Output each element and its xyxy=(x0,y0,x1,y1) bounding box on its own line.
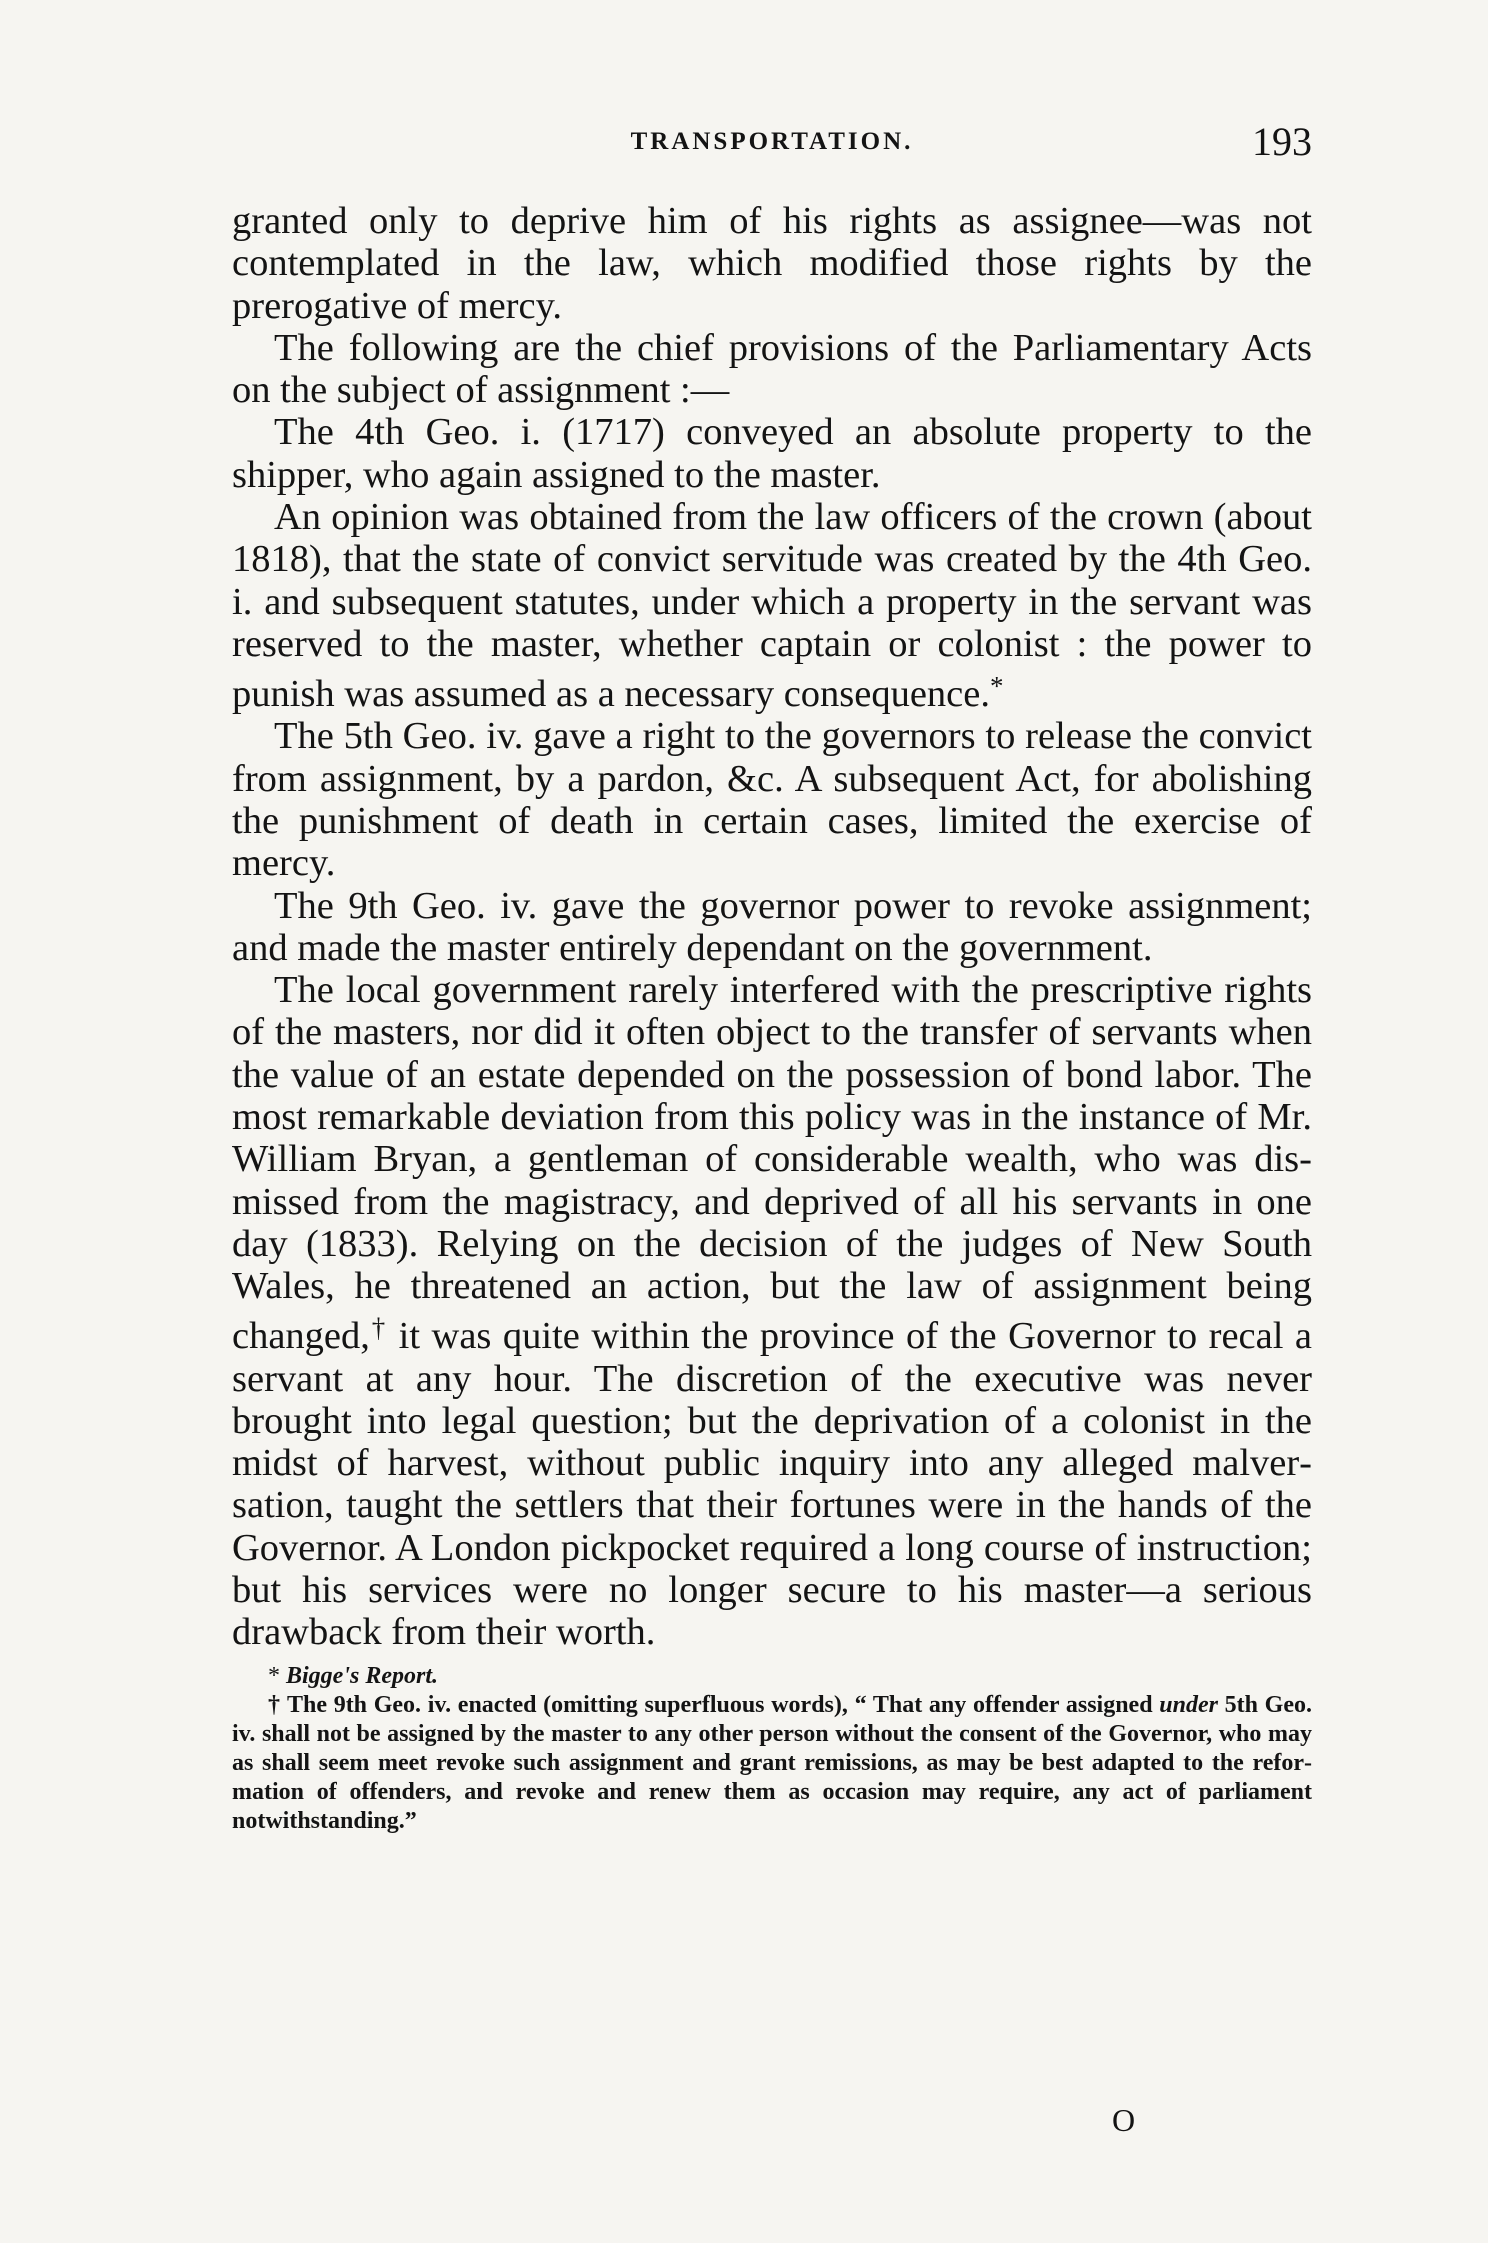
running-head xyxy=(232,118,1312,168)
footnote-dagger xyxy=(232,1691,1312,1836)
body-text xyxy=(232,200,1312,1654)
signature-mark: O xyxy=(1112,2102,1136,2138)
paragraph-7-part-a: The local government rarely interfered with the prescriptive rights of the masters, nor did it often object to the transfer of servants when the value of an estate depended on the possession of bond labor. The most remarkable deviation from this policy was in the instance of Mr. William Bryan, a gentleman of considerable wealth, who was dismissed from the magistracy, and deprived of all his servants in one day (1833). Relying on the decision of the judges of New South Wales, he threatened an action, but the law of assignment being changed, xyxy=(232,969,1312,1358)
paragraph-2: The following are the chief provisions of the Parliamentary Acts on the subject of assignment :— xyxy=(232,326,1312,412)
footnote-dagger-emphasis: under xyxy=(1159,1692,1218,1718)
paragraph-7 xyxy=(232,969,1312,1654)
paragraph-4-text: An opinion was obtained from the law officers of the crown (about 1818), that the state of convict servitude was created by the 4th Geo. i. and subsequent statutes, under which a property in the servant was reserved to the master, whether captain or colonist : the power to punish was assumed as a necessary consequence. xyxy=(232,496,1312,716)
paragraph-1: granted only to deprive him of his rights as assignee—was not contemplated in the law, which modified those rights by the prerogative of mercy. xyxy=(232,200,1312,327)
footnote-star xyxy=(232,1662,1312,1691)
paragraph-5: The 5th Geo. iv. gave a right to the governors to release the convict from assignment, by a pardon, &c. A subsequent Act, for abolishing the punishment of death in certain cases, limited the exercise of mercy. xyxy=(232,715,1312,885)
running-title: TRANSPORTATION. xyxy=(630,128,914,155)
footnote-dagger-text-b: 5th Geo. iv. shall not be assigned by the master to any other person without the consent of the Governor, who may as shall seem meet revoke such assignment and grant remissions, as may be best adapted to the reformation of offenders, and revoke and renew them as occasion may require, any act of parliament notwithstanding.” xyxy=(232,1692,1312,1834)
footnotes xyxy=(232,1662,1312,1836)
footnote-dagger-mark: † xyxy=(268,1692,281,1718)
footnote-dagger-text-a: The 9th Geo. iv. enacted (omitting superfluous words), “ That any offender assigned xyxy=(286,1692,1160,1718)
footnote-ref-star: * xyxy=(990,671,1004,702)
paragraph-3: The 4th Geo. i. (1717) conveyed an absolute property to the shipper, who again assigned to the master. xyxy=(232,411,1312,496)
footnote-star-mark: * xyxy=(268,1663,280,1689)
paragraph-6: The 9th Geo. iv. gave the governor power to revoke assignment; and made the master entirely dependant on the government. xyxy=(232,884,1312,969)
page-number: 193 xyxy=(1252,119,1312,164)
paragraph-7-part-b: it was quite within the province of the Governor to recal a servant at any hour. The discretion of the executive was never brought into legal question; but the deprivation of a colonist in the midst of harvest, without public inquiry into any alleged malversation, taught the settlers that their fortunes were in the hands of the Governor. A London pickpocket required a long course of instruction; but his services were no longer secure to his master—a serious drawback from their worth. xyxy=(232,1315,1313,1654)
footnote-star-source: Bigge's Report. xyxy=(286,1663,439,1689)
footnote-ref-dagger: † xyxy=(369,1313,388,1344)
paragraph-4 xyxy=(232,496,1312,715)
